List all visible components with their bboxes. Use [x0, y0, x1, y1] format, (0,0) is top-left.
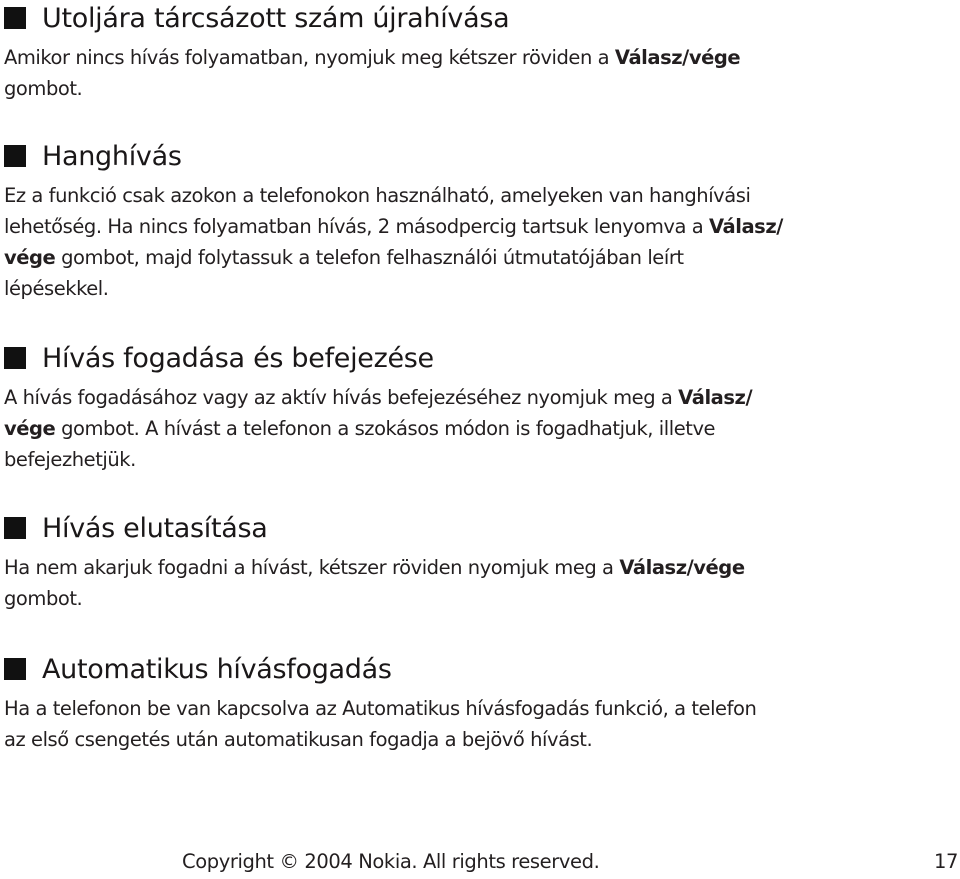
page-footer: [182, 850, 958, 878]
paragraph-text: A hívás fogadásához vagy az aktív hívás befejezéséhez nyomjuk meg a: [4, 386, 679, 409]
section-answer-end-call: [4, 340, 944, 475]
paragraph-text: gombot, majd folytassuk a telefon felhasználói útmutatójában leírt lépésekkel.: [4, 246, 684, 300]
square-bullet-icon: [4, 145, 26, 167]
paragraph-text: Ha a telefonon be van kapcsolva az Automatikus hívásfogadás funkció, a telefon az első csengetés után automatikusan fogadja a bejövő hívást.: [4, 697, 757, 751]
heading-text: Hívás fogadása és befejezése: [42, 342, 434, 374]
heading-text: Hanghívás: [42, 140, 182, 172]
paragraph-text: Amikor nincs hívás folyamatban, nyomjuk meg kétszer röviden a: [4, 46, 615, 69]
section-heading: [4, 510, 944, 546]
paragraph-text: gombot.: [4, 587, 83, 610]
bold-key-name: Válasz/vége: [614, 46, 741, 69]
section-paragraph: [4, 180, 944, 304]
section-heading: [4, 138, 944, 174]
page-number: 17: [933, 850, 958, 873]
square-bullet-icon: [4, 517, 26, 539]
section-heading: [4, 0, 944, 36]
bold-key-name: Válasz/ vége: [4, 386, 753, 440]
copyright-notice: Copyright © 2004 Nokia. All rights reserved.: [182, 850, 600, 873]
paragraph-text: Ez a funkció csak azokon a telefonokon használható, amelyeken van hanghívási lehetőség. Ha nincs folyamatban hívás, 2 másodpercig tartsuk lenyomva a: [4, 184, 751, 238]
section-voice-dialing: [4, 138, 944, 304]
section-heading: [4, 651, 944, 687]
bold-key-name: Válasz/ vége: [4, 215, 783, 269]
bold-key-name: Válasz/vége: [619, 556, 745, 579]
paragraph-text: Ha nem akarjuk fogadni a hívást, kétszer röviden nyomjuk meg a: [4, 556, 620, 579]
section-reject-call: [4, 510, 944, 614]
paragraph-text: gombot. A hívást a telefonon a szokásos módon is fogadhatjuk, illetve befejezhetjük.: [4, 417, 716, 471]
heading-text: Hívás elutasítása: [42, 512, 268, 544]
section-paragraph: [4, 42, 944, 104]
square-bullet-icon: [4, 658, 26, 680]
heading-text: Utoljára tárcsázott szám újrahívása: [42, 2, 510, 34]
section-paragraph: [4, 382, 944, 475]
square-bullet-icon: [4, 7, 26, 29]
section-auto-answer: [4, 651, 944, 755]
section-redial: [4, 0, 944, 104]
paragraph-text: gombot.: [4, 77, 83, 100]
heading-text: Automatikus hívásfogadás: [42, 653, 392, 685]
section-heading: [4, 340, 944, 376]
section-paragraph: [4, 693, 944, 755]
section-paragraph: [4, 552, 944, 614]
square-bullet-icon: [4, 347, 26, 369]
